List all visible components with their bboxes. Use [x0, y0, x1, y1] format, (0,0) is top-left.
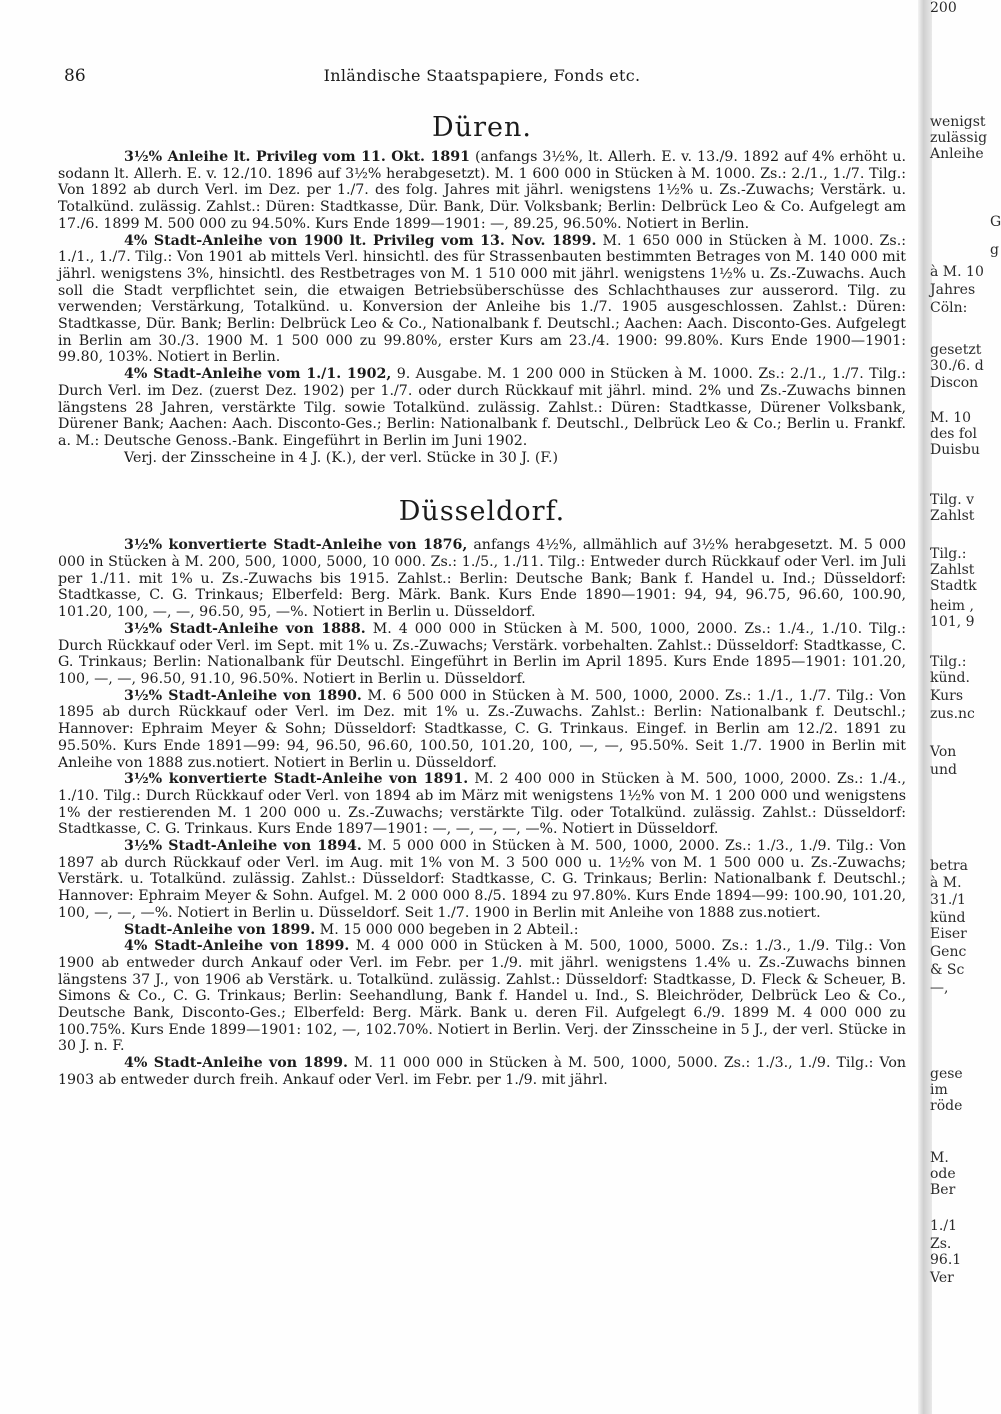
adjacent-page-fragment: g — [990, 242, 999, 258]
adjacent-page-fragment: Zahlst — [930, 508, 975, 524]
entry-heading: 3½% Stadt-Anleihe von 1888. — [124, 620, 366, 637]
adjacent-page-fragment: Genc — [930, 944, 967, 960]
bond-entry — [58, 149, 906, 233]
adjacent-page-fragment: und — [930, 762, 957, 778]
section-title-dueren: Düren. — [432, 112, 532, 143]
entry-text: 9. Ausgabe. M. 1 200 000 in Stücken à M. 1000. Zs.: 2./1., 1./7. Tilg.: Durch Verl. im Dez. (zuerst Dez. 1902) per 1./7. oder durch Rückkauf mit jährl. mind. 2% und Zs.-Zuwachs binnen längstens 28 Jahren, verstärkte Tilg. sowie Totalkünd. zulässig. Zahlst.: Düren: Stadtkasse, Dürener Volksbank, Dürener Bank; Aachen: Aach. Disconto-Ges.; Berlin: Nationalbank f. Deutschl., Delbrück Leo & Co.; Berlin u. Frankf. a. M.: Deutsche Genoss.-Bank. Eingeführt in Berlin im Juni 1902. — [58, 366, 907, 449]
adjacent-page-fragment: gesetzt — [930, 342, 982, 358]
entry-text: M. 11 000 000 in Stücken à M. 500, 1000, 5000. Zs.: 1./3., 1./9. Tilg.: Von 1903 ab entweder durch freih. Ankauf oder Verl. im Febr. per 1./9. mit jährl. — [58, 1055, 906, 1088]
entry-heading: 3½% Anleihe lt. Privileg vom 11. Okt. 1891 — [124, 149, 470, 165]
page-number: 86 — [64, 66, 86, 86]
entry-text: M. 15 000 000 begeben in 2 Abteil.: — [319, 921, 579, 938]
adjacent-page-fragment: 31./1 — [930, 892, 966, 908]
entry-heading: 3½% konvertierte Stadt-Anleihe von 1876, — [124, 537, 468, 554]
adjacent-page-fragment: Stadtk — [930, 578, 977, 594]
adjacent-page-fragment: à M. — [930, 875, 962, 891]
adjacent-page-fragment: Cöln: — [930, 300, 968, 316]
bond-entry — [58, 1055, 906, 1088]
adjacent-page-fragment: Jahres — [930, 282, 976, 298]
entry-heading: 4% Stadt-Anleihe von 1900 lt. Privileg vom 13. Nov. 1899. — [124, 232, 597, 249]
adjacent-page-fragment: wenigst — [930, 114, 986, 130]
bond-entry — [58, 838, 906, 922]
adjacent-page-fragment: ode — [930, 1166, 956, 1182]
adjacent-page-fragment: Zahlst — [930, 562, 975, 578]
adjacent-page-fragment: 96.1 — [930, 1252, 962, 1268]
bond-entry — [58, 922, 906, 939]
adjacent-page-fragment: Tilg.: — [930, 546, 967, 562]
bond-entry — [58, 771, 906, 838]
entry-heading: Stadt-Anleihe von 1899. — [124, 921, 316, 938]
adjacent-page-fragment: im — [930, 1082, 948, 1098]
entry-heading: 3½% Stadt-Anleihe von 1890. — [124, 687, 362, 704]
adjacent-page-fragment: Ver — [930, 1270, 954, 1286]
entry-text: M. 4 000 000 in Stücken à M. 500, 1000, 5000. Zs.: 1./3., 1./9. Tilg.: Von 1900 ab entweder durch Ankauf oder Verl. im Febr. per 1./9. mit jährl. wenigstens 1.4% u. Zs.-Zuwachs binnen längstens 37 J., von 1906 ab Verstärk. u. Totalkünd. zulässig. Zahlst.: Düsseldorf: Stadtkasse, D. Fleck & Scheuer, B. Simons & Co., C. G. Trinkaus; Berlin: Seehandlung, Bank f. Handel u. Ind., S. Bleichröder, Delbrück Leo & Co., Deutsche Bank, Disconto-Ges.; Elberfeld: Berg. Märk. Bank u. deren Fil. Aufgelegt 6./9. 1899 M. 4 000 000 zu 100.75%. Kurs Ende 1899—1901: 102, —, 102.70%. Notiert in Berlin. Verj. der Zinsscheine in 5 J., der verl. Stücke in 30 J. n. F. — [58, 938, 906, 1055]
adjacent-page-fragment: & Sc — [930, 962, 965, 978]
entry-heading: 4% Stadt-Anleihe von 1899. — [124, 1055, 348, 1072]
adjacent-page-fragment: Kurs — [930, 688, 964, 704]
adjacent-page-fragment: gese — [930, 1066, 963, 1082]
adjacent-page-fragment: Von — [930, 744, 957, 760]
entry-heading: 4% Stadt-Anleihe von 1899. — [124, 938, 350, 955]
adjacent-page-fragment: des fol — [930, 426, 977, 442]
adjacent-page-fragment: röde — [930, 1098, 963, 1114]
adjacent-page-fragment: M. — [930, 1150, 949, 1166]
bond-entry — [58, 366, 906, 450]
section-title-duesseldorf: Düsseldorf. — [398, 496, 566, 528]
adjacent-page-fragment: heim , — [930, 598, 974, 614]
adjacent-page-fragment: künd — [930, 910, 966, 926]
adjacent-page-fragment: künd. — [930, 670, 970, 686]
adjacent-page-fragment: Ber — [930, 1182, 956, 1198]
adjacent-page-column — [930, 0, 1000, 1414]
entry-text: M. 4 000 000 in Stücken à M. 500, 1000, 2000. Zs.: 1./4., 1./10. Tilg.: Durch Rückkauf oder Verl. im Sept. mit 1% u. Zs.-Zuwachs; Verstärk. vorbehalten. Zahlst.: Düsseldorf: Stadtkasse, C. G. Trinkaus; Berlin: Nationalbank für Deutschl. Eingeführt in Berlin im April 1895. Kurs Ende 1895—1901: 101.20, 100, —, —, 96.50, 91.10, 96.50%. Notiert in Berlin u. Düsseldorf. — [58, 620, 906, 687]
adjacent-page-fragment: zus.nc — [930, 706, 975, 722]
entry-text: (anfangs 3½%, lt. Allerh. E. v. 13./9. 1892 auf 4% erhöht u. sodann lt. Allerh. E. v. 12./10. 1896 auf 3½% herabgesetzt). M. 1 600 000 in Stücken à M. 1000. Zs.: 2./1., 1./7. Tilg.: Von 1892 ab durch Verl. im Dez. per 1./7. des folg. Jahres mit jährl. wenigstens 1½% u. Zs.-Zuwachs; Verstärk. u. Totalkünd. zulässig. Zahlst.: Düren: Stadtkasse, Dür. Bank, Dür. Volksbank; Berlin: Delbrück Leo & Co. Aufgelegt am 17./6. 1899 M. 500 000 zu 94.50%. Kurs Ende 1899—1901: —, 89.25, 96.50%. Notiert in Berlin. — [58, 149, 906, 232]
adjacent-page-fragment: à M. 10 — [930, 264, 984, 280]
bond-entry — [58, 621, 906, 688]
entry-text: M. 2 400 000 in Stücken à M. 500, 1000, 2000. Zs.: 1./4., 1./10. Tilg.: Durch Rückkauf oder Verl. von 1894 ab im März mit wenigstens 1½% von M. 1 200 000 und wenigstens 1% der restierenden M. 1 200 000 u. Zs.-Zuwachs; verstärkte Tilg. oder Totalkünd. zulässig. Zahlst.: Düsseldorf: Stadtkasse, C. G. Trinkaus. Kurs Ende 1897—1901: —, —, —, —, —%. Notiert in Düsseldorf. — [58, 771, 906, 838]
bond-entry — [58, 938, 906, 1055]
adjacent-page-fragment: betra — [930, 858, 968, 874]
entry-heading: 3½% konvertierte Stadt-Anleihe von 1891. — [124, 771, 469, 788]
adjacent-page-fragment: Duisbu — [930, 442, 980, 458]
adjacent-page-fragment: Tilg. v — [930, 492, 975, 508]
page-header — [58, 66, 906, 92]
bond-entry — [58, 537, 906, 621]
limitation-note: Verj. der Zinsscheine in 4 J. (K.), der verl. Stücke in 30 J. (F.) — [124, 449, 559, 466]
adjacent-page-fragment: —, — [930, 980, 949, 996]
entry-heading: 4% Stadt-Anleihe vom 1./1. 1902, — [124, 366, 392, 383]
adjacent-page-fragment: G — [990, 214, 1001, 230]
adjacent-page-fragment: Anleihe — [930, 146, 984, 162]
adjacent-page-fragment: M. 10 — [930, 410, 972, 426]
bond-entry — [58, 688, 906, 772]
bond-entry — [58, 233, 906, 367]
page-main — [58, 66, 906, 1089]
entry-text: M. 1 650 000 in Stücken à M. 1000. Zs.: 1./1., 1./7. Tilg.: Von 1901 ab mittels Verl. hinsichtl. des für Strassenbauten bestimmten Betrages von M. 140 000 mit jährl. wenigstens 3%, hinsichtl. des Restbetrages von M. 1 510 000 mit jährl. wenigstens 1½% u. Zs.-Zuwachs. Auch soll die Stadt verpflichtet sein, die etwaigen Betriebsüberschüsse des Schlachthauses zur ausserord. Tilg. zu verwenden; Verstärkung, Totalkünd. u. Konversion der Anleihe bis 1./7. 1905 ausgeschlossen. Zahlst.: Düren: Stadtkasse, Dür. Bank; Berlin: Delbrück Leo & Co., Nationalbank f. Deutschl.; Aachen: Aach. Disconto-Ges. Aufgelegt in Berlin am 30./3. 1900 M. 1 500 000 zu 99.80%, erster Kurs am 23./4. 1900: 99.80%. Kurs Ende 1900—1901: 99.80, 103%. Notiert in Berlin. — [58, 232, 906, 366]
entry-text: M. 6 500 000 in Stücken à M. 500, 1000, 2000. Zs.: 1./1., 1./7. Tilg.: Von 1895 ab durch Rückkauf oder Verl. im Dez. mit 1% u. Zs.-Zuwachs. Zahlst.: Berlin: Nationalbank f. Deutschl.; Hannover: Ephraim Meyer & Sohn; Düsseldorf: Stadtkasse, C. G. Trinkaus. Eingef. in Berlin am 12./2. 1891 zu 95.50%. Kurs Ende 1891—99: 94, 96.50, 96.60, 100.50, 101.20, 100, —, —, 95.50%. Seit 1./7. 1900 in Berlin mit Anleihe von 1888 zus.notiert. Notiert in Berlin u. Düsseldorf. — [58, 687, 906, 771]
adjacent-page-fragment: 1./1 — [930, 1218, 957, 1234]
adjacent-page-fragment: 200 — [930, 0, 957, 16]
adjacent-page-fragment: 30./6. d — [930, 358, 984, 374]
adjacent-page-fragment: Eiser — [930, 926, 967, 942]
entry-heading: 3½% Stadt-Anleihe von 1894. — [124, 838, 362, 855]
entry-text: M. 5 000 000 in Stücken à M. 500, 1000, 2000. Zs.: 1./3., 1./9. Tilg.: Von 1897 ab durch Rückkauf oder Verl. im Aug. mit 1% von M. 3 500 000 u. 1½% von M. 1 500 000 u. Zs.-Zuwachs; Verstärk. u. Totalkünd. zulässig. Zahlst.: Düsseldorf: Stadtkasse, C. G. Trinkaus; Berlin: Nationalbank f. Deutschl.; Hannover: Ephraim Meyer & Sohn. Aufgel. M. 2 000 000 8./5. 1894 zu 97.80%. Kurs Ende 1894—99: 100.90, 101.20, 100, —, —, —%. Notiert in Berlin u. Düsseldorf. Seit 1./7. 1900 in Berlin mit Anleihe von 1888 zus.notiert. — [58, 838, 906, 921]
entry-text: anfangs 4½%, allmählich auf 3½% herabgesetzt. M. 5 000 000 in Stücken à M. 200, 500, 1000, 5000, 10 000. Zs.: 1./5., 1./11. Tilg.: Entweder durch Rückkauf oder Verl. im Juli per 1./11. mit 1% u. Zs.-Zuwachs bis 1915. Zahlst.: Berlin: Deutsche Bank; Bank f. Handel u. Ind.; Düsseldorf: Stadtkasse, C. G. Trinkaus; Elberfeld: Berg. Märk. Bank. Kurs Ende 1890—1901: 94, 94, 96.75, 96.60, 100.90, 101.20, 100, —, —, 96.50, 95, —%. Notiert in Berlin u. Düsseldorf. — [58, 537, 906, 621]
running-title: Inländische Staatspapiere, Fonds etc. — [323, 66, 641, 85]
adjacent-page-fragment: zulässig — [930, 130, 988, 146]
adjacent-page-fragment: Tilg.: — [930, 654, 967, 670]
adjacent-page-fragment: Discon — [930, 375, 979, 391]
adjacent-page-fragment: 101, 9 — [930, 614, 975, 630]
adjacent-page-fragment: Zs. — [930, 1236, 952, 1252]
